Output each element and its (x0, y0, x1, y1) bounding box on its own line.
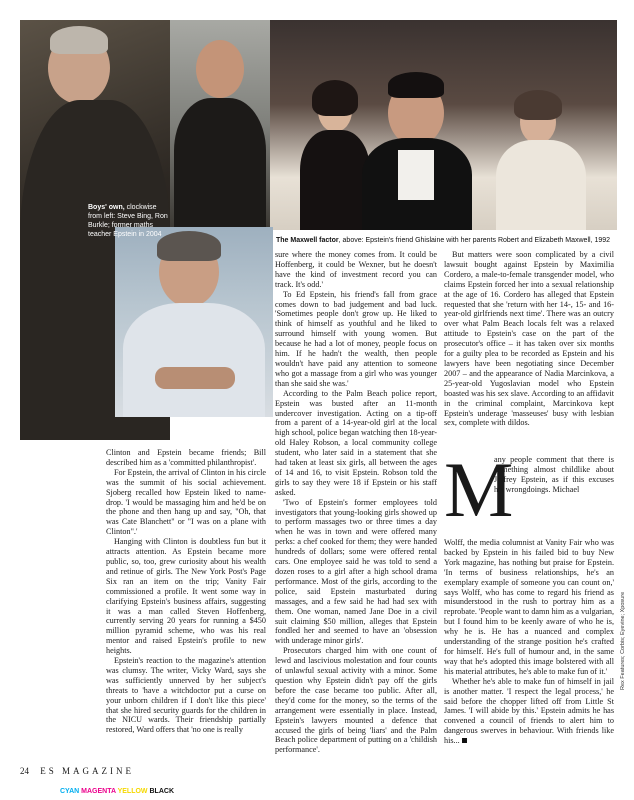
color-black: BLACK (149, 788, 174, 795)
paragraph: Wolff, the media columnist at Vanity Fair who was backed by Epstein in his failed bid to buy New York magazine, has nothing but praise for Epstein. 'In terms of business relationships, he's an exemplary example of someone you can count on,' says Wolff, who has come to regard his friend as misunderstood in the rush to portray him as a reprobate. 'People want to damn him as a vulgarian, but I found him to be keenly aware of who he is, why he is. He has a nuanced and complex understanding of the strange position he's crafted for himself. He's full of humour and, in the same way that he's adopted this image bolstered with all his material attributes, he's able to make fun of it.' (444, 538, 614, 676)
color-yellow: YELLOW (117, 788, 148, 795)
page-footer (20, 766, 134, 776)
paragraph: But matters were soon complicated by a civil lawsuit bought against Epstein by Maximilia Cordero, a male-to-female transgender model, who claims Epstein forced her into a sexual relationship at the age of 16. Cordero has alleged that Epstein requested that she 'return with her 14-, 15- and 16-year-old girlfriends next time'. There was an outcry over what Palm Beach locals felt was a relaxed attitude to Epstein's case on the part of the prosecutor's office – it has taken over six months for a guilty plea to be recorded as Epstein and his lawyers have been negotiating since December 2007 – and the appearance of Nadia Marcinkova, a 25-year-old Yugoslavian model who Epstein boasted was his sex slave. According to an affidavit in the criminal complaint, Marcinkova kept Epstein's underage 'masseuses' busy with lesbian sex, complete with dildos. (444, 250, 614, 428)
caption-maxwell-text: , above: Epstein's friend Ghislaine with her parents Robert and Elizabeth Maxwell, 1992 (338, 237, 611, 244)
article-column-1 (106, 448, 266, 735)
paragraph: Hanging with Clinton is doubtless fun but it attracts attention. As Epstein became more public, so, too, grew curiosity about his wealth and retinue of girls. The New York Post's Page Six ran an item on the trip; Vanity Fair commissioned a profile. It went some way in clarifying Epstein's business affairs, suggesting it was a man called Steven Hoffenberg, currently serving 20 years for running a $450 million pyramid scheme, who was his real mentor and raised Epstein's profile to new heights. (106, 537, 266, 656)
photo-maxwell-family (270, 20, 617, 230)
page-number: 24 (20, 766, 29, 776)
photo-jeffrey-epstein (115, 227, 273, 417)
photo-ron-burkle (170, 20, 270, 230)
paragraph: sure where the money comes from. It could be Hoffenberg, it could be Wexner, but he doesn't have the kind of investment record you can track. It's odd.' (275, 250, 437, 289)
article-column-3 (444, 250, 614, 428)
paragraph: For Epstein, the arrival of Clinton in his circle was the summit of his social achievement. Sjoberg recalled how Epstein liked to name-drop. 'I would be massaging him and he'd be on the phone and then hang up and say, "Oh, that was Cate Blanchett" or "I was on a plane with Clinton".' (106, 467, 266, 537)
caption-boys-own-text: clockwise from left: Steve Bing, Ron Burkle; former maths teacher Epstein in 2004 (88, 204, 168, 238)
caption-boys-own (88, 203, 168, 239)
paragraph-final: Whether he's able to make fun of himself in jail is another matter. 'I respect the legal process,' he said before the chopper lifted off from Little St James. 'I will abide by this.' Epstein admits he has convened a council of friends to alert him to dangerous swerves in behaviour. With friends like his... (444, 676, 614, 746)
magazine-name: ES MAGAZINE (40, 766, 134, 776)
caption-maxwell-title: The Maxwell factor (276, 237, 339, 244)
caption-boys-own-title: Boys' own, (88, 204, 125, 211)
caption-maxwell (276, 236, 616, 245)
paragraph: 'Two of Epstein's former employees told investigators that young-looking girls showed up to perform massages two or three times a day when he was in town and were offered many perks: a chef cooked for them; they were handed hundreds of dollars; some were offered rental cars. One employee said he was told to send a dozen roses to a girl after a high school drama performance. Most of the girls, according to the police, said Epstein masturbated during massages, and a few said he had had sex with them. One woman, named Jane Doe in a civil suit claiming $50 million, alleges that Epstein fondled her and seemed to have an 'obsession with underage minor girls'. (275, 497, 437, 646)
paragraph: Epstein's reaction to the magazine's attention was clumsy. The writer, Vicky Ward, says she was sufficiently unnerved by her subject's threats to 'have a witchdoctor put a curse on your unborn children if I don't like this piece' that she hired security guards for the children in the NICU wards. Their friendship partially restored, Ward offers that 'no one is really (106, 656, 266, 735)
paragraph: Prosecutors charged him with one count of lewd and lascivious molestation and four counts of unlawful sexual activity with a minor. Some question why Epstein didn't pay off the girls before the case became too public. After all, they'd come for the money, so the terms of the arrangement were essentially in place. Instead, Epstein's lawyers mounted a defence that accused the girls of being 'liars' and the Palm Beach police department of putting on a 'childish performance'. (275, 646, 437, 755)
color-cyan: CYAN (60, 788, 80, 795)
paragraph: To Ed Epstein, his friend's fall from grace comes down to bad judgement and bad luck. 'Sometimes people don't grow up. He liked to think of himself as youthful and he liked to surround himself with young women. But because he had a lot of money, people focus on him. If he hadn't the wealth, then people wouldn't have paid any attention to someone who got a massage from a girl who was younger than she said she was.' (275, 289, 437, 388)
photo-credit: Rex Features; Corbis; Eyevine; Xposure (620, 591, 626, 690)
end-mark-icon (462, 738, 467, 743)
print-color-bar (60, 788, 174, 795)
color-magenta: MAGENTA (81, 788, 116, 795)
article-column-2 (275, 250, 437, 755)
paragraph: According to the Palm Beach police report, Epstein was busted after an 11-month undercover investigation. Acting on a tip-off from a parent of a 14-year-old girl at the local high school, police began watching then 18-year-old Haley Robson, a local community college student, who later said in a statement that she had taken at least six girls, all between the ages of 14 and 16, to visit Epstein. Robson told the girls to say they were 18 if Epstein or his staff asked. (275, 388, 437, 497)
paragraph: Clinton and Epstein became friends; Bill described him as a 'committed philanthropist'. (106, 448, 266, 467)
article-column-3-continued (444, 538, 614, 746)
drop-cap: M (444, 446, 514, 533)
dropcap-paragraph-start: any people comment that there is something almost childlike about Jeffrey Epstein, as if this excuses his wrongdoings. Michael (494, 455, 614, 494)
paragraph (444, 677, 614, 746)
